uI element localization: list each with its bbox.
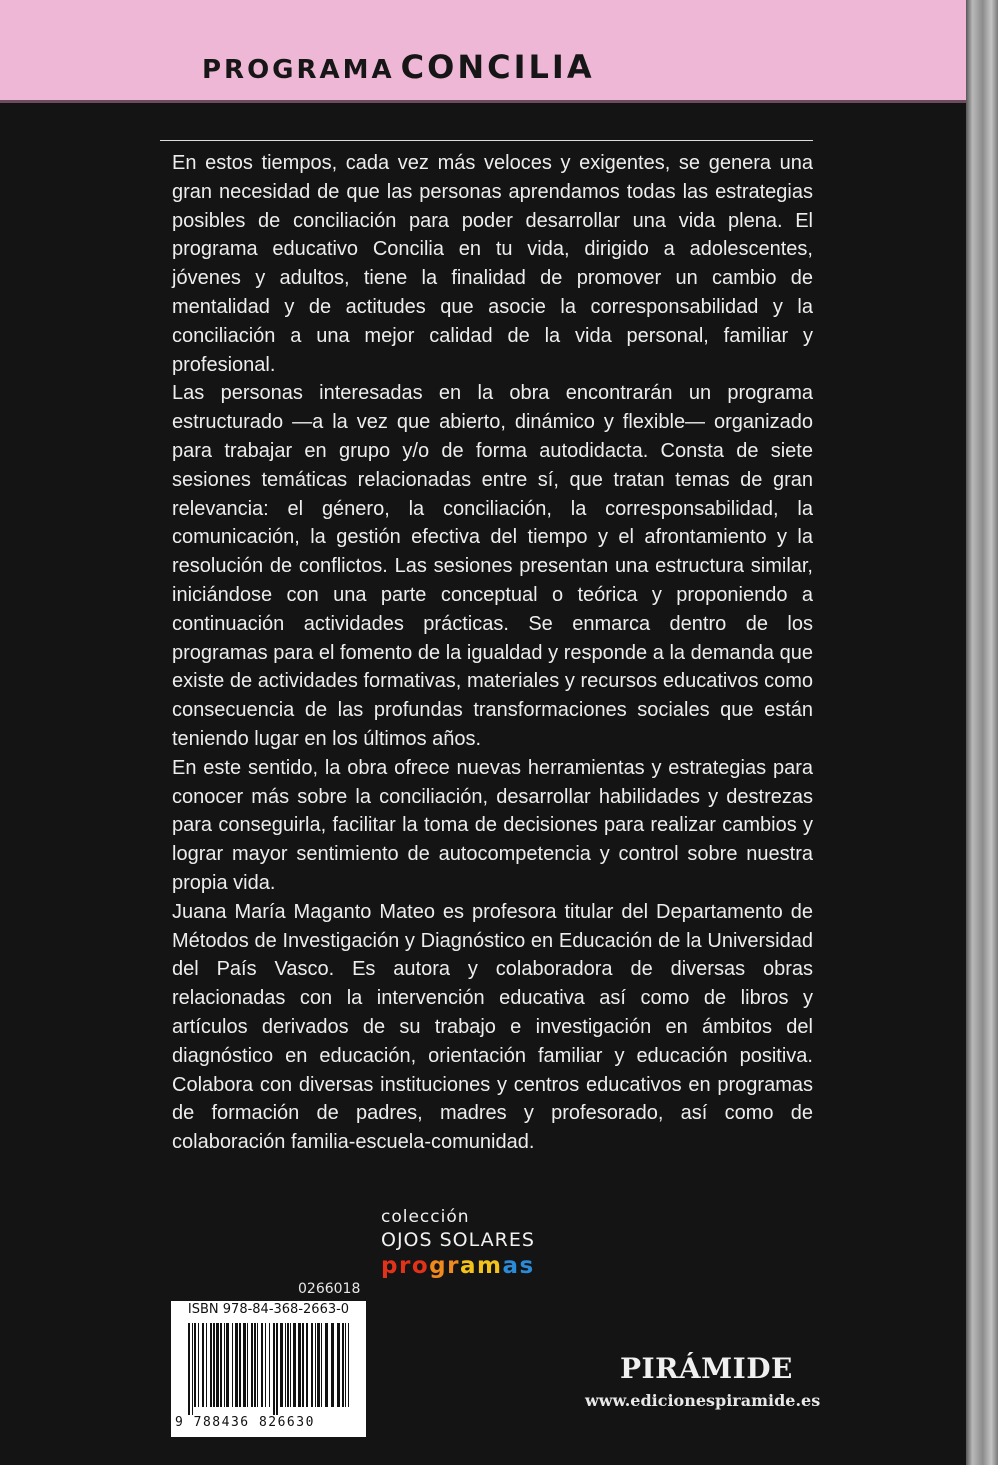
- barcode-bar: [287, 1323, 289, 1407]
- collection-subseries: [381, 1252, 535, 1280]
- barcode-bar: [210, 1323, 212, 1407]
- barcode-bar: [257, 1323, 258, 1407]
- barcode-bar: [321, 1323, 322, 1407]
- barcode-bar: [235, 1323, 238, 1407]
- subseries-letter: r: [447, 1253, 460, 1279]
- barcode-bar: [311, 1323, 313, 1407]
- subseries-letter: a: [459, 1253, 477, 1279]
- barcode-bar: [348, 1323, 349, 1407]
- barcode-bar: [315, 1323, 316, 1407]
- barcode-bar: [213, 1323, 215, 1407]
- barcode-bar: [247, 1323, 248, 1407]
- subseries-letter: m: [476, 1253, 503, 1279]
- author-bio-paragraph: Juana María Maganto Mateo es profesora titular del Departamento de Métodos de Investigación y Diagnóstico en Educación de la Universidad del País Vasco. Es autora y colaboradora de diversas obras relacionadas con la intervención educativa así como de libros y artículos derivados de su trabajo e investigación en ámbitos del diagnóstico en educación, orientación familiar y educación positiva. Colabora con diversas instituciones y centros educativos en programas de formación de padres, madres y profesorado, así como de colaboración familia-escuela-comunidad.: [172, 900, 813, 1154]
- collection-name: OJOS SOLARES: [381, 1229, 535, 1251]
- subseries-letter: g: [429, 1253, 448, 1279]
- barcode-bar: [293, 1323, 296, 1407]
- barcode-bar: [202, 1323, 204, 1407]
- barcode-bar: [194, 1323, 196, 1407]
- barcode-bar: [280, 1323, 283, 1407]
- product-code: 0266018: [298, 1281, 361, 1297]
- barcode-bar: [254, 1323, 256, 1407]
- barcode-bar: [261, 1323, 263, 1407]
- isbn-barcode: [171, 1301, 366, 1437]
- blurb-text: [172, 149, 813, 1157]
- divider-line: [160, 140, 813, 141]
- barcode-bar: [188, 1323, 190, 1415]
- blurb-paragraph-1: En estos tiempos, cada vez más veloces y exigentes, se genera una gran necesidad de que las personas aprendamos todas las estrategias posibles de conciliación para poder desarrollar una vida plena. El programa educativo Concilia en tu vida, dirigido a adolescentes, jóvenes y adultos, tiene la finalidad de promover un cambio de mentalidad y de actitudes que asocie la corresponsabilidad y la conciliación a una mejor calidad de la vida personal, familiar y profesional.: [172, 152, 813, 376]
- barcode-bar: [192, 1323, 193, 1415]
- isbn-number: ISBN 978-84-368-2663-0: [187, 1302, 350, 1317]
- publisher-logo: PIRÁMIDE: [620, 1352, 793, 1385]
- barcode-bar: [224, 1323, 225, 1407]
- barcode-bar: [226, 1323, 229, 1407]
- barcode-bar: [342, 1323, 344, 1407]
- subseries-letter: p: [381, 1253, 399, 1279]
- barcode-bar: [337, 1323, 340, 1407]
- barcode-bar: [243, 1323, 246, 1407]
- barcode-bar: [216, 1323, 219, 1407]
- barcode-bar: [206, 1323, 207, 1407]
- barcode-bar: [345, 1323, 346, 1407]
- barcode-bar: [273, 1323, 275, 1415]
- barcode-bar: [317, 1323, 320, 1407]
- collection-logo: [381, 1206, 535, 1280]
- blurb-paragraph-3: En este sentido, la obra ofrece nuevas herramientas y estrategias para conocer más sobre la conciliación, desarrollar habilidades y destrezas para conseguirla, facilitar la toma de decisiones para realizar cambios y lograr mayor sentimiento de autocompetencia y control sobre nuestra propia vida.: [172, 756, 813, 894]
- publisher-website: www.edicionespiramide.es: [585, 1391, 821, 1410]
- barcode-bar: [302, 1323, 304, 1407]
- subseries-letter: s: [519, 1253, 535, 1279]
- blurb-paragraph-2: Las personas interesadas en la obra encontrarán un programa estructurado —a la vez que abierto, dinámico y flexible— organizado para trabajar en grupo y/o de forma autodidacta. Consta de siete sesiones temáticas relacionadas entre sí, que tratan temas de gran relevancia: el género, la conciliación, la corresponsabilidad, la comunicación, la gestión efectiva del tiempo y el afrontamiento y la resolución de conflictos. Las sesiones presentan una estructura similar, iniciándose con una parte conceptual o teórica y proponiendo a continuación actividades prácticas. Se enmarca dentro de los programas para el fomento de la igualdad y responde a la demanda que existe de actividades formativas, materiales y recursos educativos como consecuencia de las profundas transformaciones sociales que están teniendo lugar en los últimos años.: [172, 382, 813, 750]
- barcode-bar: [232, 1323, 233, 1407]
- series-header-band: [0, 0, 966, 103]
- barcode-bar: [325, 1323, 328, 1407]
- subseries-letter: r: [398, 1253, 412, 1279]
- barcode-digits: 9 788436 826630: [175, 1415, 315, 1430]
- barcode-bar: [198, 1323, 199, 1407]
- barcode-bar: [269, 1323, 270, 1407]
- barcode-bar: [239, 1323, 241, 1407]
- subseries-letter: o: [411, 1253, 430, 1279]
- barcode-bar: [220, 1323, 222, 1407]
- barcode-bars: [186, 1323, 354, 1415]
- barcode-bar: [331, 1323, 334, 1407]
- barcode-bar: [285, 1323, 286, 1407]
- collection-label: colección: [381, 1207, 470, 1227]
- series-title: [202, 48, 595, 86]
- series-title-word2: CONCILIA: [400, 48, 595, 86]
- barcode-bar: [276, 1323, 278, 1415]
- series-title-word1: PROGRAMA: [202, 55, 395, 85]
- barcode-bar: [290, 1323, 291, 1407]
- barcode-bar: [265, 1323, 266, 1407]
- subseries-letter: a: [502, 1253, 520, 1279]
- barcode-bar: [306, 1323, 308, 1407]
- book-spine-edge: [964, 0, 998, 1465]
- barcode-bar: [251, 1323, 253, 1407]
- barcode-bar: [298, 1323, 301, 1407]
